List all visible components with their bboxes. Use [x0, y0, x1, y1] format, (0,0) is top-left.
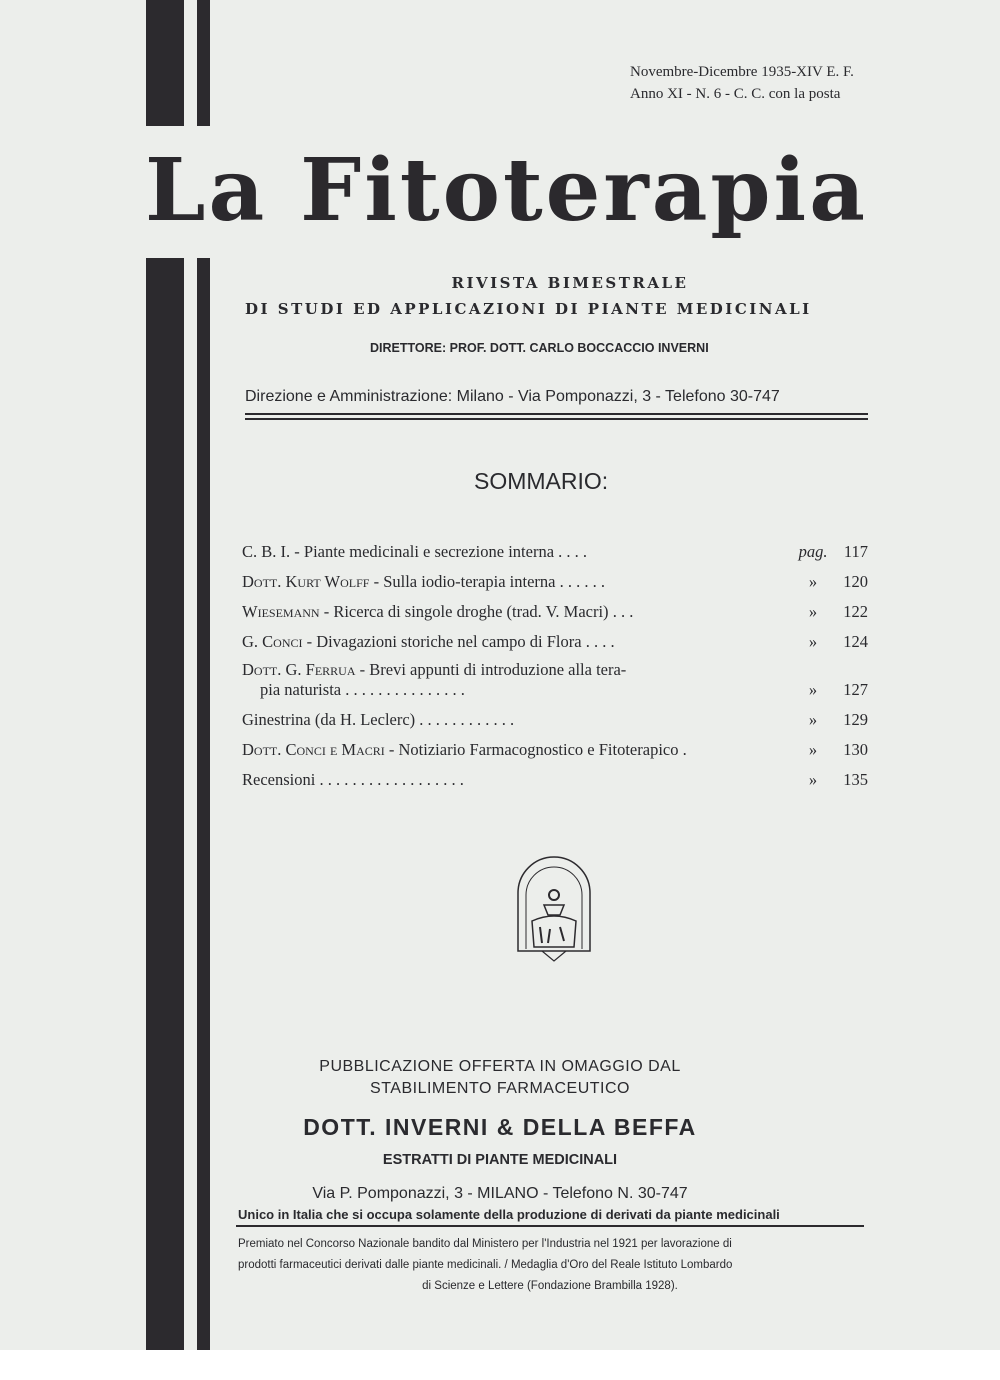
- toc-entry: Dott. Kurt Wolff - Sulla iodio-terapia interna . . . . . . » 120: [242, 572, 868, 591]
- toc-entry: Recensioni . . . . . . . . . . . . . . . . . . » 135: [242, 770, 868, 789]
- toc-page: 117: [843, 542, 868, 561]
- decorative-stripe: [146, 0, 184, 126]
- toc-page: 129: [843, 710, 868, 729]
- divider: [245, 413, 868, 415]
- toc-entry: Wiesemann - Ricerca di singole droghe (trad. V. Macri) . . . » 122: [242, 602, 868, 621]
- toc-mark: »: [808, 740, 818, 759]
- toc-title: Sulla iodio-terapia interna: [383, 572, 556, 591]
- toc-title: Piante medicinali e secrezione interna: [303, 542, 555, 561]
- toc-mark: pag.: [798, 542, 828, 561]
- publisher-type: STABILIMENTO FARMACEUTICO: [370, 1080, 630, 1097]
- summary-heading: SOMMARIO:: [474, 468, 609, 494]
- address: Direzione e Amministrazione: Milano - Via Pomponazzi, 3 - Telefono 30-747: [245, 388, 780, 405]
- table-of-contents: [242, 532, 868, 790]
- toc-title: Ginestrina (da H. Leclerc): [242, 710, 416, 729]
- toc-mark: »: [808, 572, 818, 591]
- toc-page: 122: [843, 602, 868, 621]
- toc-author: C. B. I.: [242, 542, 291, 561]
- toc-title: pia naturista: [260, 680, 342, 699]
- divider: [245, 418, 868, 420]
- awards-line1: Premiato nel Concorso Nazionale bandito dal Ministero per l'Industria nel 1921 per lavorazione di: [238, 1238, 732, 1250]
- toc-author: Wiesemann: [242, 602, 320, 621]
- toc-entry: Dott. Conci e Macri - Notiziario Farmacognostico e Fitoterapico . » 130: [242, 740, 868, 759]
- toc-page: 120: [843, 572, 868, 591]
- toc-title: Ricerca di singole droghe (trad. V. Macri): [333, 602, 609, 621]
- publisher-emblem-icon: [512, 853, 596, 963]
- toc-author: Dott. G. Ferrua: [242, 660, 356, 679]
- director: DIRETTORE: PROF. DOTT. CARLO BOCCACCIO INVERNI: [370, 341, 709, 355]
- toc-title: Divagazioni storiche nel campo di Flora: [316, 632, 582, 651]
- subtitle-line1: RIVISTA BIMESTRALE: [451, 274, 689, 292]
- publisher-address: Via P. Pomponazzi, 3 - MILANO - Telefono N. 30-747: [312, 1185, 688, 1202]
- awards-line2: prodotti farmaceutici derivati dalle piante medicinali. / Medaglia d'Oro del Reale Istituto Lombardo: [238, 1259, 733, 1271]
- issue-number: Anno XI - N. 6 - C. C. con la posta: [630, 86, 841, 102]
- publisher-tagline: ESTRATTI DI PIANTE MEDICINALI: [382, 1152, 618, 1168]
- toc-page: 124: [843, 632, 868, 651]
- toc-mark: »: [808, 710, 818, 729]
- toc-page: 130: [843, 740, 868, 759]
- toc-author: Dott. Conci e Macri: [242, 740, 385, 759]
- toc-entry: Dott. G. Ferrua - Brevi appunti di introduzione alla tera-: [242, 660, 627, 679]
- toc-mark: »: [808, 632, 818, 651]
- magazine-title: La Fitoterapia: [145, 140, 868, 241]
- issue-date: Novembre-Dicembre 1935-XIV E. F.: [630, 64, 854, 80]
- toc-entry: G. Conci - Divagazioni storiche nel campo di Flora . . . . » 124: [242, 632, 868, 651]
- divider: [236, 1225, 864, 1227]
- toc-mark: »: [808, 680, 818, 699]
- toc-title: Notiziario Farmacognostico e Fitoterapico: [398, 740, 679, 759]
- unique-claim: Unico in Italia che si occupa solamente della produzione di derivati da piante medicinali: [238, 1207, 780, 1222]
- toc-entry: C. B. I. - Piante medicinali e secrezione interna . . . . pag. 117: [242, 542, 868, 561]
- toc-page: 127: [843, 680, 868, 699]
- subtitle-line2: DI STUDI ED APPLICAZIONI DI PIANTE MEDICINALI: [245, 300, 812, 318]
- toc-title: Recensioni: [242, 770, 316, 789]
- toc-author: Dott. Kurt Wolff: [242, 572, 370, 591]
- toc-mark: »: [808, 602, 818, 621]
- toc-title: Brevi appunti di introduzione alla tera-: [369, 660, 627, 679]
- toc-page: 135: [843, 770, 868, 789]
- decorative-stripe: [197, 0, 210, 126]
- toc-entry: Ginestrina (da H. Leclerc) . . . . . . . . . . . . » 129: [242, 710, 868, 729]
- awards-line3: di Scienze e Lettere (Fondazione Brambilla 1928).: [422, 1280, 678, 1292]
- toc-mark: »: [808, 770, 818, 789]
- publisher-offer: PUBBLICAZIONE OFFERTA IN OMAGGIO DAL: [319, 1058, 681, 1075]
- toc-author: G. Conci: [242, 632, 303, 651]
- publisher-name: DOTT. INVERNI & DELLA BEFFA: [303, 1114, 697, 1140]
- toc-entry-continued: pia naturista . . . . . . . . . . . . . . . » 127: [260, 680, 868, 699]
